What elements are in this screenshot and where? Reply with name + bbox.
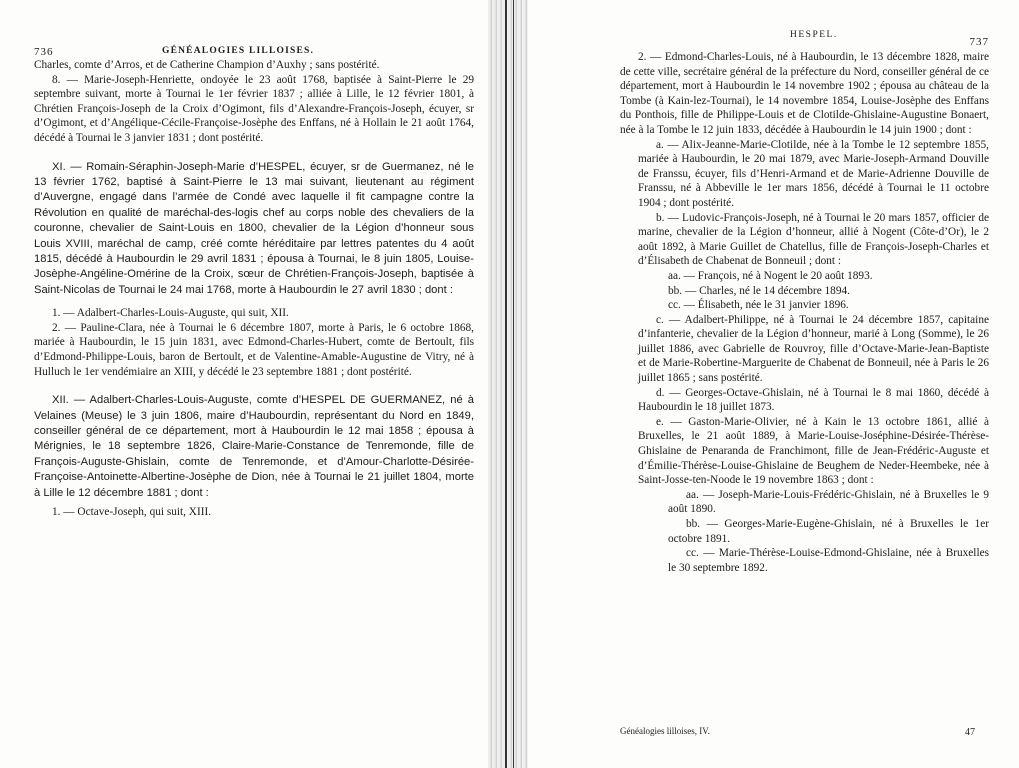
list-item: d. — Georges-Octave-Ghislain, né à Tournai le 8 mai 1860, décédé à Haubourdin le 18 juillet 1873. [638,386,989,414]
list-item: aa. — François, né à Nogent le 20 août 1893. [668,269,873,282]
running-head: HESPEL. [790,30,838,40]
right-page-header [620,30,989,50]
running-head: GÉNÉALOGIES LILLOISES. [162,46,315,56]
list-item: b. — Ludovic-François-Joseph, né à Tournai le 20 mars 1857, officier de marine, chevalier de la Légion d’honneur, allié à Nogent (Côte-d’Or), le 2 août 1892, à Marie Guillet de Chatellus, fille de François-Joseph-Charles et d’Élisabeth de Chabenat de Bonneuil ; dont : [638,211,989,268]
page-number: 736 [34,46,54,58]
right-page [512,0,1019,768]
list-item: bb. — Charles, né le 14 décembre 1894. [668,284,850,297]
left-page-header [34,38,474,58]
list-item: cc. — Marie-Thérèse-Louise-Edmond-Ghislaine, née à Bruxelles le 30 septembre 1892. [668,547,989,574]
list-item: cc. — Élisabeth, née le 31 janvier 1896. [668,299,849,312]
list-item: 1. — Adalbert-Charles-Louis-Auguste, qui suit, XII. [52,307,289,320]
list-item: a. — Alix-Jeanne-Marie-Clotilde, née à la Tombe le 12 septembre 1855, mariée à Haubourdin, le 20 mai 1879, avec Marie-Joseph-Armand Douville de Franssu, écuyer, fils d’Henri-Armand et de Marie-Adrienne Douville de Franssu, né à Abbeville le 1er mars 1856, décédé à Tournai le 11 octobre 1904 ; dont postérité. [638,138,989,209]
page-number: 737 [969,36,989,48]
paragraph: XI. — Romain-Séraphin-Joseph-Marie d’HESPEL, écuyer, sr de Guermanez, né le 13 février 1762, baptisé à Saint-Pierre le 13 mai suivant, lieutenant au régiment d’Auvergne, engagé dans l’armée de Condé avec laquelle il fit campagne contre la Révolution en qualité de maréchal-des-logis chef au corps noble des chevaliers de la couronne, chevalier de Saint-Louis en 1800, chevalier de la Légion d’honneur sous Louis XVIII, maréchal de camp, créé comte héréditaire par lettres patentes du 4 août 1815, décédé à Haubourdin le 29 avril 1831 ; épousa à Tournai, le 8 juin 1805, Louise-Josèphe-Angéline-Omérine de la Croix, sœur de Chrétien-François-Joseph, baptisée à Saint-Nicolas de Tournai le 24 mai 1768, morte à Haubourdin le 27 avril 1830 ; dont : [34,160,474,296]
paragraph: XII. — Adalbert-Charles-Louis-Auguste, comte d’HESPEL DE GUERMANEZ, né à Velaines (Meuse) le 3 juin 1806, maire d’Haubourdin, représentant du Nord en 1849, conseiller général de ce département, mort à Haubourdin le 12 mai 1858 ; épousa à Mérignies, le 18 septembre 1826, Claire-Marie-Constance de Tenremonde, fille de François-Auguste-Ghislain, comte de Tenremonde, et d’Amour-Charlotte-Désirée-Françoise-Antoinette-Albertine-Josèphe de Dion, née à Tournai le 21 juillet 1804, morte à Lille le 12 décembre 1881 ; dont : [34,394,474,499]
list-item: aa. — Joseph-Marie-Louis-Frédéric-Ghislain, né à Bruxelles le 9 août 1890. [668,488,989,516]
paragraph: 2. — Edmond-Charles-Louis, né à Haubourdin, le 13 décembre 1828, maire de cette ville, secrétaire général de la préfecture du Nord, conseiller général de ce département, mort à Haubourdin le 14 novembre 1902 ; épousa au château de la Tombe (à Kain-lez-Tournai), le 14 novembre 1854, Louise-Josèphe des Enffans du Ponthois, fille de Philippe-Louis et de Clotilde-Ghislaine-Augustine Bonaert, née à la Tombe le 12 juin 1833, décédée à Haubourdin le 14 juin 1900 ; dont : [620,51,989,136]
list-item: e. — Gaston-Marie-Olivier, né à Kain le 13 octobre 1861, allié à Bruxelles, le 21 août 1889, à Marie-Louise-Joséphine-Désirée-Thérèse-Ghislaine de Penaranda de Franchimont, fille de Jean-Frédéric-Auguste et d’Émilie-Thérèse-Louise-Ghislaine de Beughem de Neder-Heembeke, née à Saint-Josse-ten-Noode le 19 novembre 1863 ; dont : [638,415,989,487]
left-page [0,0,500,768]
list-item: bb. — Georges-Marie-Eugène-Ghislain, né à Bruxelles le 1er octobre 1891. [668,518,989,545]
list-item: 1. — Octave-Joseph, qui suit, XIII. [52,506,212,519]
gutter-line [505,0,507,768]
footer-signature: 47 [965,727,975,738]
list-item: c. — Adalbert-Philippe, né à Tournai le 24 décembre 1857, capitaine d’infanterie, chevalier de la Légion d’honneur, marié à Long (Somme), le 26 juillet 1886, avec Gabrielle de Rouvroy, fille d’Octave-Marie-Jean-Baptiste et de Marie-Robertine-Marguerite de Chabenat de Bonneuil, née à Paris le 26 juillet 1865 ; sans postérité. [638,313,989,385]
paragraph: Charles, comte d’Arros, et de Catherine Champion d’Auxhy ; sans postérité. [34,59,380,71]
footer-title: Généalogies lilloises, IV. [620,726,710,736]
list-item: 2. — Pauline-Clara, née à Tournai le 6 décembre 1807, morte à Paris, le 6 octobre 1868, mariée à Haubourdin, le 15 juin 1831, avec Edmond-Charles-Hubert, comte de Bertoult, fils d’Edmond-Philippe-Louis, baron de Bertoult, et de Valentine-Amable-Augustine de Vitry, né à Hulluch le 1er vendémiaire an XIII, y décédé le 23 septembre 1881 ; dont postérité. [34,321,474,378]
paragraph: 8. — Marie-Joseph-Henriette, ondoyée le 23 août 1768, baptisée à Saint-Pierre le 29 septembre suivant, morte à Tournai le 1er février 1837 ; alliée à Lille, le 12 février 1801, à Chrétien François-Joseph de la Croix d’Ogimont, fils d’Alexandre-François-Joseph, écuyer, sr d’Ogimont, et d’Angélique-Cécile-Françoise-Josèphe des Enffans, né à Hollain le 21 août 1764, décédé à Tournai le 3 janvier 1831 ; dont postérité. [34,73,474,144]
